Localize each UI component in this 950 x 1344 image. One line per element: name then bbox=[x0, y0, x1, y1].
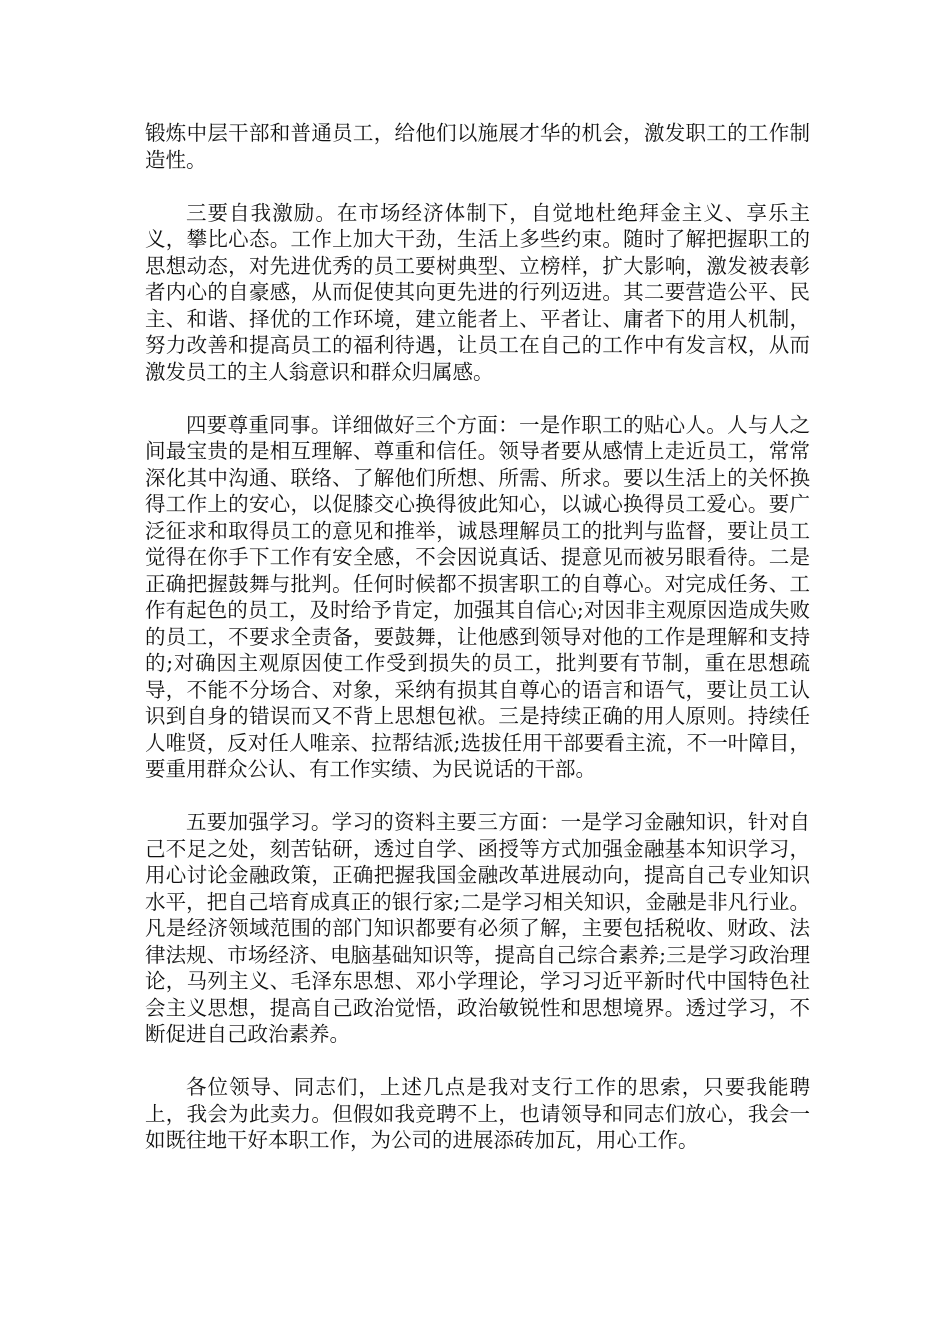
paragraph-continuation: 锻炼中层干部和普通员工，给他们以施展才华的机会，激发职工的工作制造性。 bbox=[145, 121, 810, 172]
document-page bbox=[145, 120, 810, 1180]
paragraph-respect-colleagues: 四要尊重同事。详细做好三个方面：一是作职工的贴心人。人与人之间最宝贵的是相互理解、尊重和信任。领导者要从感情上走近员工，常常深化其中沟通、联络、了解他们所想、所需、所求。要以生活上的关怀换得工作上的安心，以促膝交心换得彼此知心，以诚心换得员工爱心。要广泛征求和取得员工的意见和推举，诚恳理解员工的批判与监督，要让员工觉得在你手下工作有安全感，不会因说真话、提意见而被另眼看待。二是正确把握鼓舞与批判。任何时候都不损害职工的自尊心。对完成任务、工作有起色的员工，及时给予肯定，加强其自信心;对因非主观原因造成失败的员工，不要求全责备，要鼓舞，让他感到领导对他的工作是理解和支持的;对确因主观原因使工作受到损失的员工，批判要有节制，重在思想疏导，不能不分场合、对象，采纳有损其自尊心的语言和语气，要让员工认识到自身的错误而又不背上思想包袱。三是持续正确的用人原则。持续任人唯贤，反对任人唯亲、拉帮结派;选拔任用干部要看主流，不一叶障目，要重用群众公认、有工作实绩、为民说话的干部。 bbox=[145, 412, 810, 781]
paragraph-closing: 各位领导、同志们，上述几点是我对支行工作的思索，只要我能聘上，我会为此卖力。但假如我竞聘不上，也请领导和同志们放心，我会一如既往地干好本职工作，为公司的进展添砖加瓦，用心工作。 bbox=[145, 1075, 810, 1152]
paragraph-self-motivation: 三要自我激励。在市场经济体制下，自觉地杜绝拜金主义、享乐主义，攀比心态。工作上加大干劲，生活上多些约束。随时了解把握职工的思想动态，对先进优秀的员工要树典型、立榜样，扩大影响，激发被表彰者内心的自豪感，从而促使其向更先进的行列迈进。其二要营造公平、民主、和谐、择优的工作环境，建立能者上、平者让、庸者下的用人机制，努力改善和提高员工的福利待遇，让员工在自己的工作中有发言权，从而激发员工的主人翁意识和群众归属感。 bbox=[145, 200, 810, 384]
paragraph-strengthen-learning: 五要加强学习。学习的资料主要三方面：一是学习金融知识，针对自己不足之处，刻苦钻研，透过自学、函授等方式加强金融基本知识学习，用心讨论金融政策，正确把握我国金融改革进展动向，提高自己专业知识水平，把自己培育成真正的银行家;二是学习相关知识，金融是非凡行业。凡是经济领域范围的部门知识都要有必须了解，主要包括税收、财政、法律法规、市场经济、电脑基础知识等，提高自己综合素养;三是学习政治理论，马列主义、毛泽东思想、邓小学理论，学习习近平新时代中国特色社会主义思想，提高自己政治觉悟，政治敏锐性和思想境界。透过学习，不断促进自己政治素养。 bbox=[145, 810, 810, 1046]
